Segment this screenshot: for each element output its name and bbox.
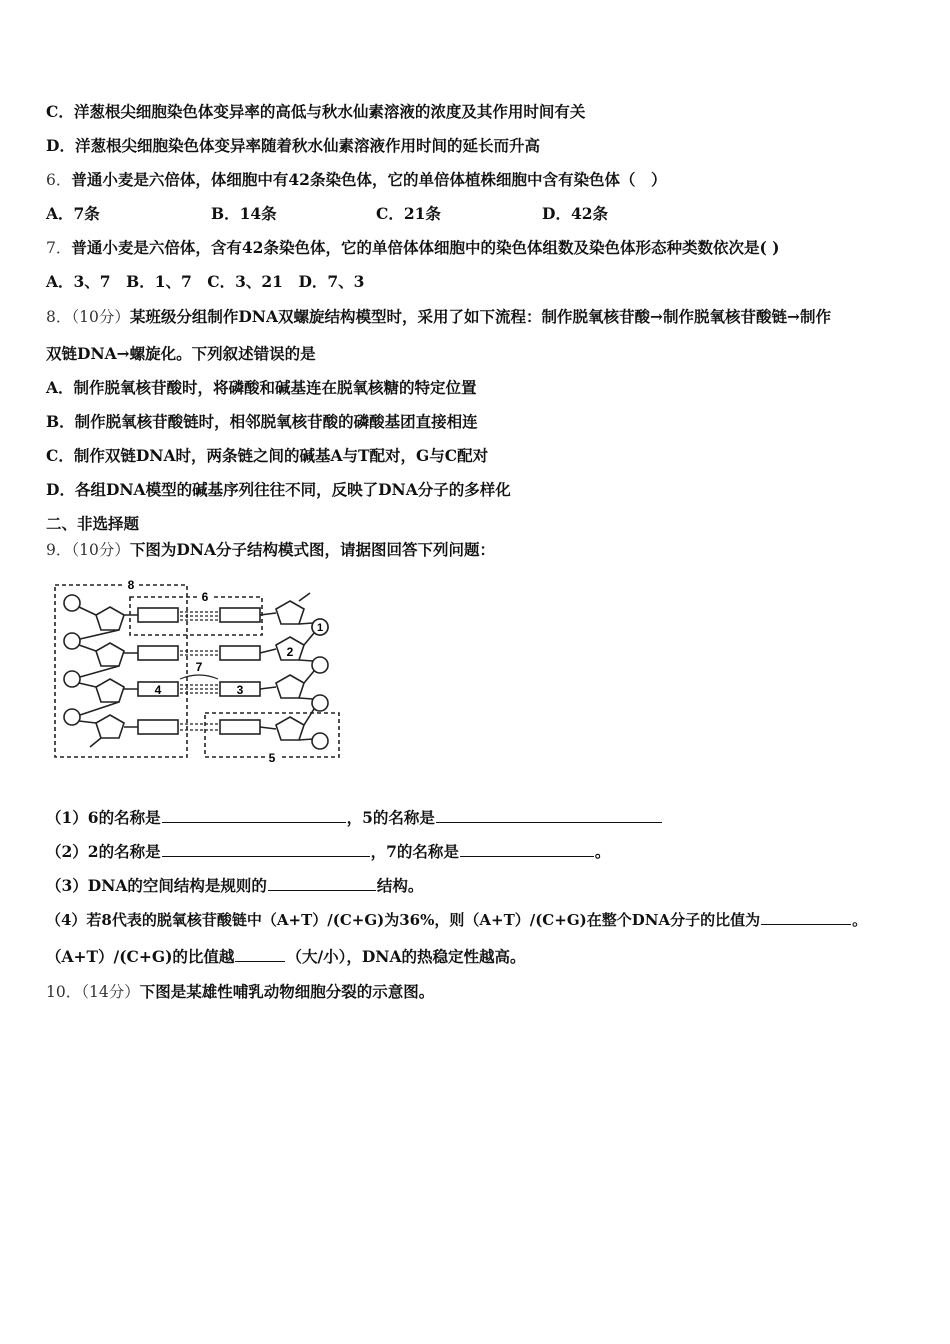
q5-option-c: C．洋葱根尖细胞染色体变异率的高低与秋水仙素溶液的浓度及其作用时间有关 [46, 102, 586, 121]
q9-sub5-part-a: （A+T）/(C+G)的比值越 [46, 947, 235, 966]
q8-option-d: D．各组DNA模型的碱基序列往往不同，反映了DNA分子的多样化 [46, 480, 511, 499]
label-3: 3 [236, 683, 244, 697]
q7-stem [46, 238, 780, 258]
q10-number: 10． [46, 983, 82, 1001]
q9-sub2-part-c: 。 [594, 842, 611, 861]
phosphate-circle [312, 695, 328, 711]
q6-stem-text: 普通小麦是六倍体，体细胞中有42条染色体，它的单倍体植株细胞中含有染色体（ ） [71, 170, 667, 189]
phosphate-circle [64, 595, 80, 611]
q6-stem [46, 170, 666, 190]
q9-sub2 [46, 842, 610, 862]
q8-stem-line1 [46, 307, 831, 327]
q6-option-a: A．7条 [46, 204, 100, 223]
q8-stem-text: 某班级分组制作DNA双螺旋结构模型时，采用了如下流程：制作脱氧核苷酸→制作脱氧核苷酸链→制作 [129, 307, 831, 326]
answer-blank[interactable] [162, 808, 346, 823]
phosphate-circle [312, 657, 328, 673]
section-heading: 二、非选择题 [46, 514, 140, 533]
q8-stem-line2: 双链DNA→螺旋化。下列叙述错误的是 [46, 344, 316, 363]
q9-sub3-part-b: 结构。 [376, 876, 424, 895]
answer-blank[interactable] [235, 947, 285, 962]
label-2: 2 [286, 645, 294, 659]
phosphate-circle [312, 733, 328, 749]
label-7: 7 [195, 660, 203, 674]
q10-stem-text: 下图是某雄性哺乳动物细胞分裂的示意图。 [139, 982, 435, 1001]
label-1: 1 [316, 622, 324, 634]
answer-blank[interactable] [436, 808, 662, 823]
q8-option-a: A．制作脱氧核苷酸时，将磷酸和碱基连在脱氧核糖的特定位置 [46, 378, 477, 397]
answer-blank[interactable] [162, 842, 370, 857]
sugar-pentagon [96, 679, 124, 702]
q9-sub5 [46, 947, 526, 967]
phosphate-circle [64, 633, 80, 649]
q8-option-b: B．制作脱氧核苷酸链时，相邻脱氧核苷酸的磷酸基团直接相连 [46, 412, 478, 431]
q8-score: （10分） [71, 308, 130, 326]
q6-option-d: D．42条 [542, 204, 609, 223]
q6-option-b: B．14条 [211, 204, 277, 223]
q9-sub3 [46, 876, 423, 896]
sugar-pentagon [276, 601, 304, 624]
q9-sub3-part-a: （3）DNA的空间结构是规则的 [46, 876, 267, 895]
q9-sub1-part-a: （1）6的名称是 [46, 808, 161, 827]
sugar-pentagon [276, 675, 304, 698]
label-5: 5 [268, 751, 276, 765]
q7-stem-text: 普通小麦是六倍体，含有42条染色体，它的单倍体体细胞中的染色体组数及染色体形态种类数依次是( ) [71, 238, 780, 257]
answer-blank[interactable] [460, 842, 594, 857]
q10-stem [46, 982, 434, 1002]
q7-options: A．3、7 B．1、7 C．3、21 D．7、3 [46, 272, 365, 291]
q5-option-d: D．洋葱根尖细胞染色体变异率随着秋水仙素溶液作用时间的延长而升高 [46, 136, 540, 155]
q7-number: 7． [46, 239, 72, 257]
q9-sub1 [46, 808, 663, 828]
sugar-pentagon [96, 643, 124, 666]
q9-score: （10分） [71, 541, 130, 559]
q6-option-c: C．21条 [376, 204, 441, 223]
q6-number: 6． [46, 171, 72, 189]
q9-sub2-part-b: ，7的名称是 [370, 842, 459, 861]
q9-sub4-part-a: （4）若8代表的脱氧核苷酸链中（A+T）/(C+G)为36%，则（A+T）/(C+G)在整个DNA分子的比值为 [46, 911, 761, 929]
q9-stem-text: 下图为DNA分子结构模式图，请据图回答下列问题： [129, 540, 495, 559]
answer-blank[interactable] [761, 910, 851, 925]
label-6: 6 [201, 590, 209, 604]
q8-option-c: C．制作双链DNA时，两条链之间的碱基A与T配对，G与C配对 [46, 446, 489, 465]
q9-sub5-part-b: （大/小），DNA的热稳定性越高。 [286, 947, 526, 966]
q9-stem [46, 540, 495, 560]
q10-score: （14分） [81, 983, 140, 1001]
q9-sub1-part-b: ，5的名称是 [346, 808, 435, 827]
answer-blank[interactable] [268, 876, 376, 891]
q9-number: 9． [46, 541, 72, 559]
q9-sub2-part-a: （2）2的名称是 [46, 842, 161, 861]
q9-sub4-part-b: 。 [852, 911, 868, 929]
q6-options [46, 204, 608, 224]
sugar-pentagon [96, 715, 124, 738]
sugar-pentagon [96, 607, 124, 630]
phosphate-circle [64, 671, 80, 687]
q8-number: 8． [46, 308, 72, 326]
label-8: 8 [127, 578, 135, 592]
label-4: 4 [154, 683, 162, 697]
q9-sub4 [46, 910, 867, 930]
sugar-pentagon [276, 717, 304, 740]
dna-structure-diagram [52, 575, 352, 770]
phosphate-circle [64, 709, 80, 725]
